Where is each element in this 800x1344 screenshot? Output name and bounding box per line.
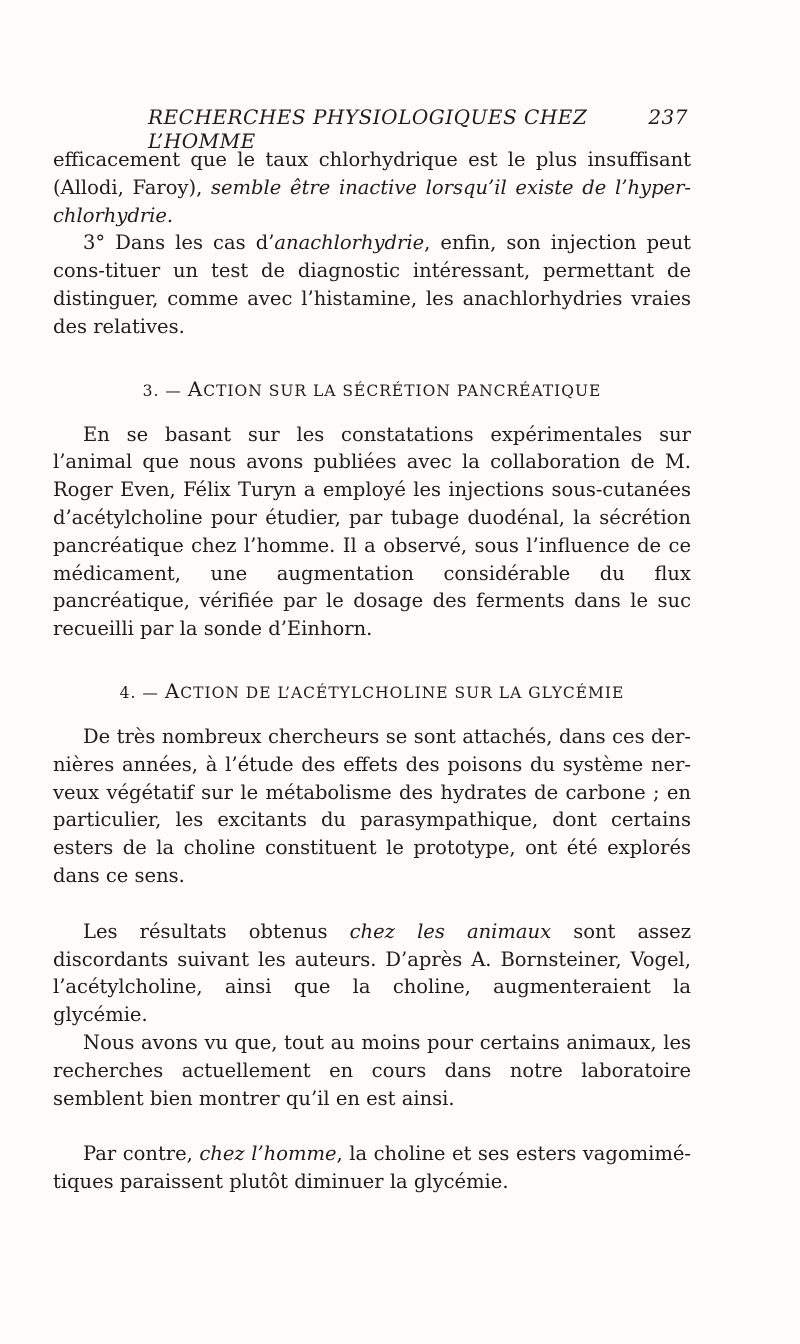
italic-phrase: chez les animaux: [349, 919, 552, 943]
paragraph-researchers: De très nombreux chercheurs se sont attachés, dans ces der-nières années, à l’étude des effets des poisons du système ner-veux végétatif sur le métabolisme des hydrates de carbone ; en particulier, les excitants du parasympathique, dont certains esters de la choline constituent le prototype, ont été explorés dans ce sens.: [53, 724, 691, 887]
paragraph-human-results: Par contre, chez l’homme, la choline et ses esters vagomimé-tiques paraissent plutôt diminuer la glycémie.: [53, 1142, 691, 1194]
running-header: [148, 101, 688, 153]
paragraph-anachlorhydrie: 3° Dans les cas d’anachlorhydrie, enfin, son injection peut cons-tituer un test de diagnostic intéressant, permettant de distinguer, comme avec l’histamine, les anachlorhydries vraies des relatives.: [53, 231, 691, 338]
paragraph-laboratory: Nous avons vu que, tout au moins pour certains animaux, les recherches actuellement en cours dans notre laboratoire semblent bien montrer qu’il en est ainsi.: [53, 1030, 691, 1110]
italic-phrase: chez l’homme: [199, 1142, 337, 1166]
page-number: 237: [648, 105, 688, 129]
paragraph-continued: efficacement que le taux chlorhydrique est le plus insuffisant (Allodi, Faroy), semble être inactive lorsqu’il existe de l’hyper-chlorhydrie.: [53, 148, 692, 227]
paragraph-pancreatic-secretion: En se basant sur les constatations expérimentales sur l’animal que nous avons publiées avec la collaboration de M. Roger Even, Félix Turyn a employé les injections sous-cutanées d’acétylcholine pour étudier, par tubage duodénal, la sécrétion pancréatique chez l’homme. Il a observé, sous l’influence de ce médicament, une augmentation considérable du flux pancréatique, vérifiée par le dosage des ferments dans le suc recueilli par la sonde d’Einhorn.: [53, 422, 691, 641]
running-title: RECHERCHES PHYSIOLOGIQUES CHEZ L’HOMME: [148, 105, 588, 153]
italic-phrase: semble être inactive lorsqu’il existe de l’hyper-chlorhydrie.: [53, 175, 692, 227]
italic-term: anachlorhydrie: [274, 231, 425, 255]
page-body: [53, 146, 691, 1196]
paragraph-animal-results: Les résultats obtenus chez les animaux sont assez discordants suivant les auteurs. D’après A. Bornsteiner, Vogel, l’acétylcholine, ainsi que la choline, augmenteraient la glycémie.: [53, 919, 691, 1027]
section-heading-4: 4. — ACTION DE L’ACÉTYLCHOLINE SUR LA GLYCÉMIE: [119, 678, 625, 703]
section-heading-3: 3. — ACTION SUR LA SÉCRÉTION PANCRÉATIQUE: [142, 376, 602, 401]
